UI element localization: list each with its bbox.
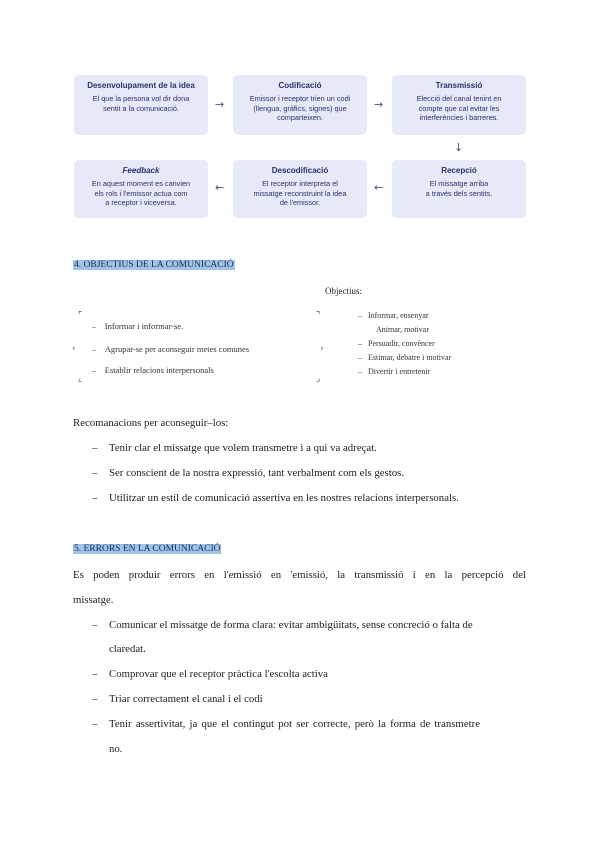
list-item-continuation: claredat. [109,643,146,655]
objectiu-left-item: – Establir relacions interpersonals [92,365,214,375]
flow-box-desc: Elecció del canal tenint en compte que cal evitar les interferències i barreres. [416,94,502,122]
arrow-down-icon: ↓ [454,141,464,154]
bracket-mark: ⌞ [78,374,83,384]
arrow-left-icon: ← [374,181,384,194]
bracket-mark: ⌜ [78,311,83,321]
flow-box-title: Descodificació [271,166,329,175]
flow-box-desc: El que la persona vol dir dona sentit a la comunicació. [92,94,190,113]
objectiu-right-item: – Persuadir, convèncer [358,339,435,348]
flow-box-title: Recepció [441,166,477,175]
arrow-right-icon: → [374,98,384,111]
flow-box-desenvolupament [74,75,208,135]
objectiu-right-item: – Informar, ensenyar [358,311,429,320]
bracket-mark: ⌝ [316,311,321,321]
list-item-continuation: no. [109,743,123,755]
section-4-heading: 4. OBJECTIUS DE LA COMUNICACIÓ [74,260,234,270]
flow-box-desc: En aquest moment es canvien els rols i l'emissor actua com a receptor i viceversa. [91,179,191,207]
flow-box-descodificacio [233,160,367,218]
flow-box-title: Feedback [122,166,160,175]
flow-box-desc: Emissor i receptor trien un codi (llengua, gràfics, signes) que comparteixen. [249,94,351,122]
flow-box-recepcio [392,160,526,218]
bracket-mark: › [320,344,324,354]
arrow-left-icon: ← [215,181,225,194]
recommendations-intro: Recomanacions per aconseguir–los: [73,417,229,429]
objectiu-left-item: – Informar i informar-se. [92,321,184,331]
objectiu-right-item: Animar, motivar [376,325,429,334]
objectius-label: Objectius: [325,286,362,296]
flow-box-codificacio [233,75,367,135]
flow-box-title: Desenvolupament de la idea [87,81,195,90]
flow-box-transmissio [392,75,526,135]
flow-box-title: Transmissió [435,81,483,90]
objectiu-right-item: – Divertir i entretenir [358,367,431,376]
arrow-right-icon: → [215,98,225,111]
flow-box-feedback [74,160,208,218]
objectiu-left-item: – Agrupar-se per aconseguir metes comunes [92,344,250,354]
objectiu-right-item: – Estimar, debatre i motivar [358,353,452,362]
section-5-heading: 5. ERRORS EN LA COMUNICACIÓ [74,544,221,554]
bracket-mark: ‹ [72,344,76,354]
flow-box-desc: El missatge arriba a través dels sentits. [425,179,493,198]
errors-intro-line1: Es poden produir errors en l'emissió en 'emissió, la transmissió i en la percepció del [73,569,526,581]
flow-box-desc: El receptor interpreta el missatge reconstruint la idea de l'emissor. [253,179,347,207]
bracket-mark: ⌟ [316,374,321,384]
flow-box-title: Codificació [278,81,322,90]
errors-intro-line2: missatge. [73,594,114,606]
